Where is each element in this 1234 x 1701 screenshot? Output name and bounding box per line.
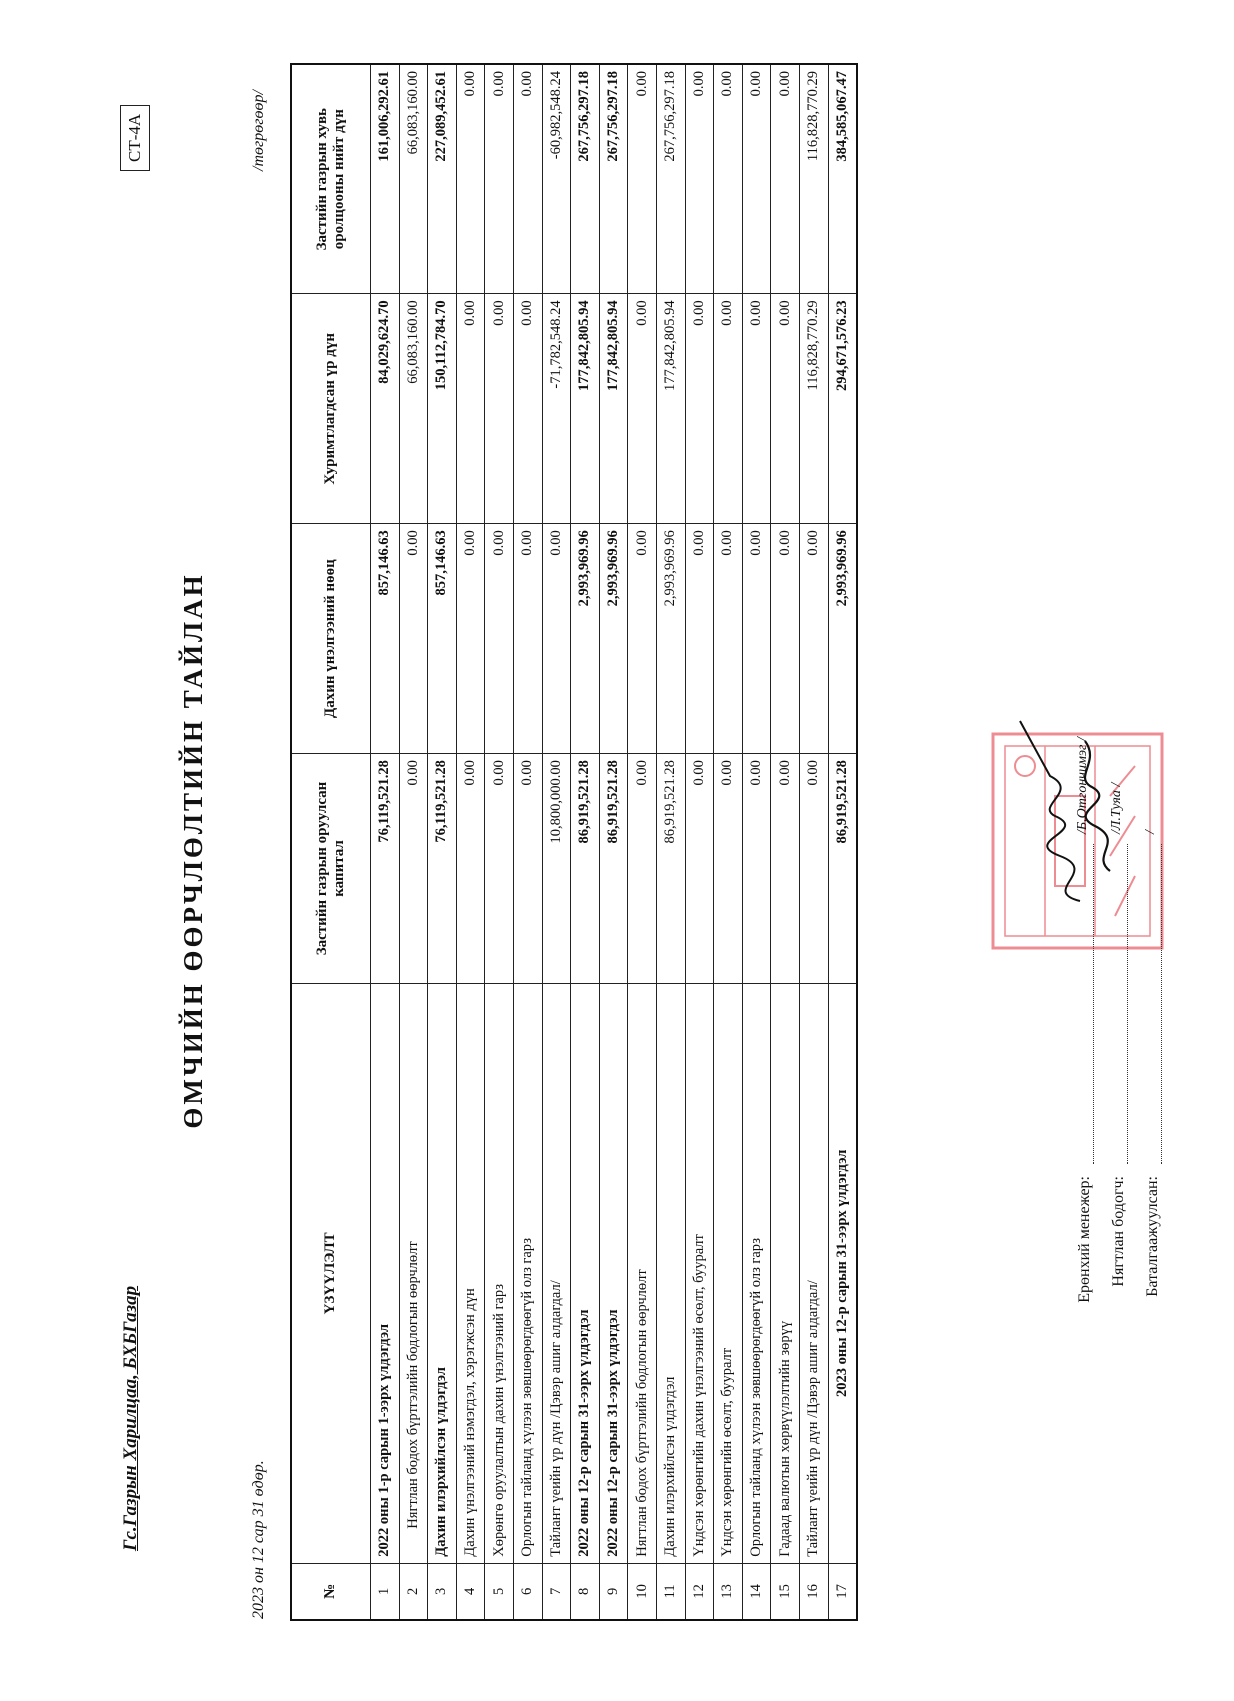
- row-indicator: 2022 оны 12-р сарын 31-ээрх үлдэгдэл: [599, 983, 628, 1563]
- header-indicator: ҮЗҮҮЛЭЛТ: [291, 983, 371, 1563]
- accountant-label: Нягтлан бодогч:: [1110, 1176, 1127, 1287]
- table-row: [685, 64, 714, 1620]
- currency-unit: /төгрөгөөр/: [250, 90, 267, 171]
- row-indicator: Нягтлан бодох бүртгэлийн бодлогын өөрчлөлт: [399, 983, 428, 1563]
- total-equity-value: 0.00: [456, 64, 485, 294]
- accumulated-result-value: 0.00: [771, 294, 800, 524]
- row-indicator: Орлогын тайланд хүлээн зөвшөөрөгдөөгүй олз гарз: [742, 983, 771, 1563]
- row-indicator: 2022 оны 12-р сарын 31-ээрх үлдэгдэл: [571, 983, 600, 1563]
- revaluation-reserve-value: 0.00: [513, 524, 542, 754]
- row-indicator: Нягтлан бодох бүртгэлийн бодлогын өөрчлөлт: [628, 983, 657, 1563]
- table-row: [485, 64, 514, 1620]
- verified-signature-line: [1141, 830, 1162, 1164]
- total-equity-value: 0.00: [742, 64, 771, 294]
- accumulated-result-value: -71,782,548.24: [542, 294, 571, 524]
- equity-changes-table: [290, 63, 858, 1621]
- accumulated-result-value: 66,083,160.00: [399, 294, 428, 524]
- row-indicator: Дахин үнэлгээний нэмэгдэл, хэрэгжсэн дүн: [456, 983, 485, 1563]
- revaluation-reserve-value: 0.00: [742, 524, 771, 754]
- invested-capital-value: 0.00: [742, 754, 771, 984]
- total-equity-value: 0.00: [485, 64, 514, 294]
- total-equity-value: 384,585,067.47: [828, 64, 857, 294]
- revaluation-reserve-value: 0.00: [685, 524, 714, 754]
- accumulated-result-value: 0.00: [513, 294, 542, 524]
- row-number: 2: [399, 1563, 428, 1620]
- row-number: 7: [542, 1563, 571, 1620]
- row-number: 1: [371, 1563, 400, 1620]
- header-revaluation-reserve: Дахин үнэлгээний нөөц: [291, 524, 371, 754]
- row-indicator: Үндсэн хөрөнгийн өсөлт, бууралт: [714, 983, 743, 1563]
- row-number: 15: [771, 1563, 800, 1620]
- row-number: 4: [456, 1563, 485, 1620]
- accumulated-result-value: 294,671,576.23: [828, 294, 857, 524]
- accumulated-result-value: 150,112,784.70: [428, 294, 457, 524]
- row-indicator: Тайлант үеийн үр дүн /Цэвэр ашиг алдагдал/: [799, 983, 828, 1563]
- header-accumulated-result: Хуримтлагдсан үр дүн: [291, 294, 371, 524]
- revaluation-reserve-value: 0.00: [628, 524, 657, 754]
- total-equity-value: 267,756,297.18: [599, 64, 628, 294]
- invested-capital-value: 0.00: [513, 754, 542, 984]
- row-indicator: Хөрөнгө оруулалтын дахин үнэлгээний гарз: [485, 983, 514, 1563]
- table-row: [628, 64, 657, 1620]
- table-row: [799, 64, 828, 1620]
- row-indicator: 2022 оны 1-р сарын 1-ээрх үлдэгдэл: [371, 983, 400, 1563]
- director-label: Ерөнхий менежер:: [1076, 1176, 1093, 1303]
- revaluation-reserve-value: 0.00: [456, 524, 485, 754]
- table-row: [542, 64, 571, 1620]
- row-number: 11: [656, 1563, 685, 1620]
- accumulated-result-value: 177,842,805.94: [571, 294, 600, 524]
- accumulated-result-value: 0.00: [714, 294, 743, 524]
- row-indicator: Гадаад валютын хөрвүүлэлтийн зөрүү: [771, 983, 800, 1563]
- verified-name: /: [1143, 830, 1158, 834]
- invested-capital-value: 0.00: [714, 754, 743, 984]
- total-equity-value: 0.00: [513, 64, 542, 294]
- total-equity-value: 66,083,160.00: [399, 64, 428, 294]
- accumulated-result-value: 0.00: [628, 294, 657, 524]
- invested-capital-value: 10,800,000.00: [542, 754, 571, 984]
- revaluation-reserve-value: 0.00: [485, 524, 514, 754]
- form-code: СТ-4А: [120, 105, 150, 171]
- table-row: [456, 64, 485, 1620]
- invested-capital-value: 86,919,521.28: [599, 754, 628, 984]
- revaluation-reserve-value: 0.00: [714, 524, 743, 754]
- revaluation-reserve-value: 857,146.63: [428, 524, 457, 754]
- table-header-row: [291, 64, 371, 1620]
- revaluation-reserve-value: 2,993,969.96: [656, 524, 685, 754]
- accumulated-result-value: 0.00: [485, 294, 514, 524]
- row-indicator: Тайлант үеийн үр дүн /Цэвэр ашиг алдагдал/: [542, 983, 571, 1563]
- header-no: №: [291, 1563, 371, 1620]
- header-invested-capital: Застийн газрын оруулсан капитал: [291, 754, 371, 984]
- revaluation-reserve-value: 0.00: [399, 524, 428, 754]
- revaluation-reserve-value: 0.00: [771, 524, 800, 754]
- accumulated-result-value: 116,828,770.29: [799, 294, 828, 524]
- accumulated-result-value: 177,842,805.94: [599, 294, 628, 524]
- invested-capital-value: 76,119,521.28: [428, 754, 457, 984]
- row-indicator: Үндсэн хөрөнгийн дахин үнэлгээний өсөлт, бууралт: [685, 983, 714, 1563]
- row-number: 13: [714, 1563, 743, 1620]
- revaluation-reserve-value: 0.00: [542, 524, 571, 754]
- invested-capital-value: 0.00: [628, 754, 657, 984]
- invested-capital-value: 0.00: [771, 754, 800, 984]
- row-number: 14: [742, 1563, 771, 1620]
- accumulated-result-value: 0.00: [742, 294, 771, 524]
- table-row: [742, 64, 771, 1620]
- table-row: [828, 64, 857, 1620]
- row-number: 10: [628, 1563, 657, 1620]
- revaluation-reserve-value: 2,993,969.96: [828, 524, 857, 754]
- table-row: [399, 64, 428, 1620]
- signature-block: [1060, 737, 1162, 1361]
- revaluation-reserve-value: 2,993,969.96: [599, 524, 628, 754]
- row-number: 9: [599, 1563, 628, 1620]
- row-number: 17: [828, 1563, 857, 1620]
- invested-capital-value: 86,919,521.28: [571, 754, 600, 984]
- invested-capital-value: 76,119,521.28: [371, 754, 400, 984]
- signature-row-accountant: [1094, 782, 1128, 1361]
- total-equity-value: -60,982,548.24: [542, 64, 571, 294]
- table-row: [771, 64, 800, 1620]
- invested-capital-value: 86,919,521.28: [656, 754, 685, 984]
- accumulated-result-value: 84,029,624.70: [371, 294, 400, 524]
- total-equity-value: 267,756,297.18: [571, 64, 600, 294]
- row-number: 12: [685, 1563, 714, 1620]
- table-row: [714, 64, 743, 1620]
- row-number: 16: [799, 1563, 828, 1620]
- organization-name: Гс.Газрын Харилцаа, БХБГазар: [120, 1285, 141, 1551]
- header-total-equity: Застийн газрын хувь оролцооны нийт дүн: [291, 64, 371, 294]
- accumulated-result-value: 0.00: [456, 294, 485, 524]
- total-equity-value: 161,006,292.61: [371, 64, 400, 294]
- revaluation-reserve-value: 0.00: [799, 524, 828, 754]
- signature-row-verified: [1128, 830, 1162, 1361]
- invested-capital-value: 0.00: [799, 754, 828, 984]
- row-indicator: Орлогын тайланд хүлээн зөвшөөрөгдөөгүй олз гарз: [513, 983, 542, 1563]
- report-title: ӨМЧИЙН ӨӨРЧЛӨЛТИЙН ТАЙЛАН: [178, 572, 208, 1129]
- table-row: [513, 64, 542, 1620]
- row-indicator: Дахин илэрхийлсэн үлдэгдэл: [428, 983, 457, 1563]
- total-equity-value: 0.00: [685, 64, 714, 294]
- accountant-name: /Л.Туяа /: [1109, 782, 1124, 834]
- total-equity-value: 0.00: [771, 64, 800, 294]
- table-row: [656, 64, 685, 1620]
- verified-label: Баталгаажуулсан:: [1144, 1176, 1161, 1297]
- revaluation-reserve-value: 857,146.63: [371, 524, 400, 754]
- director-signature-line: [1073, 737, 1094, 1164]
- accumulated-result-value: 177,842,805.94: [656, 294, 685, 524]
- director-name: /Б.Отгончимэг /: [1075, 737, 1090, 834]
- invested-capital-value: 0.00: [399, 754, 428, 984]
- accountant-signature-line: [1107, 782, 1128, 1164]
- invested-capital-value: 86,919,521.28: [828, 754, 857, 984]
- total-equity-value: 116,828,770.29: [799, 64, 828, 294]
- row-number: 6: [513, 1563, 542, 1620]
- total-equity-value: 0.00: [628, 64, 657, 294]
- revaluation-reserve-value: 2,993,969.96: [571, 524, 600, 754]
- table-row: [428, 64, 457, 1620]
- row-number: 8: [571, 1563, 600, 1620]
- table-row: [571, 64, 600, 1620]
- row-number: 3: [428, 1563, 457, 1620]
- total-equity-value: 0.00: [714, 64, 743, 294]
- table-row: [599, 64, 628, 1620]
- total-equity-value: 267,756,297.18: [656, 64, 685, 294]
- report-date: 2023 он 12 сар 31 өдөр.: [250, 1460, 267, 1619]
- invested-capital-value: 0.00: [485, 754, 514, 984]
- row-indicator: 2023 оны 12-р сарын 31-ээрх үлдэгдэл: [828, 983, 857, 1563]
- invested-capital-value: 0.00: [456, 754, 485, 984]
- signature-row-director: [1060, 737, 1094, 1361]
- row-number: 5: [485, 1563, 514, 1620]
- table-row: [371, 64, 400, 1620]
- row-indicator: Дахин илэрхийлсэн үлдэгдэл: [656, 983, 685, 1563]
- total-equity-value: 227,089,452.61: [428, 64, 457, 294]
- accumulated-result-value: 0.00: [685, 294, 714, 524]
- invested-capital-value: 0.00: [685, 754, 714, 984]
